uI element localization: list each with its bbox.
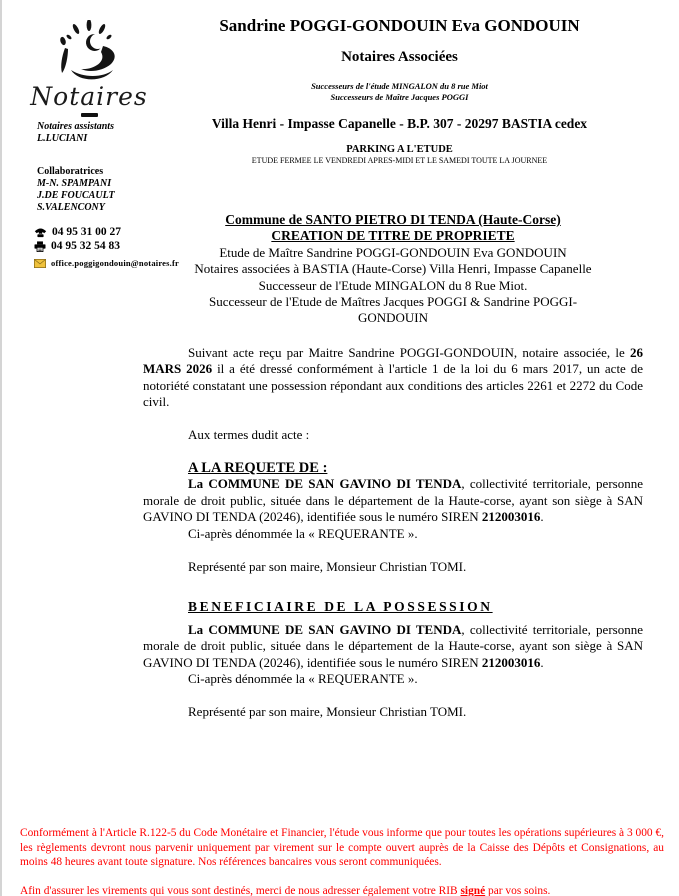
- letterhead: [142, 16, 657, 165]
- collaborators-label: Collaboratrices: [37, 166, 104, 177]
- party-text: .: [540, 509, 544, 525]
- requete-ci-apres: Ci-après dénommée la « REQUERANTE ».: [188, 525, 418, 541]
- phone-row: [34, 226, 121, 238]
- document-body: [143, 212, 643, 721]
- assistant-name: L.LUCIANI: [37, 133, 88, 144]
- beneficiaire-party-paragraph: [143, 622, 643, 671]
- etude-line: GONDOUIN: [357, 310, 429, 326]
- email-address: office.poggigondouin@notaires.fr: [51, 258, 179, 268]
- successor-line: Successeurs de Maître Jacques POGGI: [330, 92, 469, 102]
- notaires-logo: [28, 20, 150, 117]
- heading-beneficiaire: BENEFICIAIRE DE LA POSSESSION: [188, 599, 493, 615]
- intro-text: il a été dressé conformément à l'article 1 de la loi du 6 mars 2017, un acte de notoriété constatant une possession répondant aux conditions des articles 2261 et 2272 du Code civil.: [143, 361, 643, 410]
- footer-text: Afin d'assurer les virements qui vous sont destinés, merci de nous adresser également votre RIB: [20, 884, 461, 896]
- footer-signed-word: signé: [460, 884, 486, 896]
- envelope-icon: [34, 259, 46, 268]
- party-name: La COMMUNE DE SAN GAVINO DI TENDA: [188, 621, 462, 637]
- office-subtitle: Notaires Associées: [341, 49, 458, 65]
- phone-number: 04 95 31 00 27: [52, 226, 121, 238]
- parking-notice: PARKING A L'ETUDE: [346, 144, 453, 155]
- office-title: Sandrine POGGI-GONDOUIN Eva GONDOUIN: [219, 16, 580, 35]
- logo-underline: [81, 113, 98, 117]
- etude-line: Etude de Maître Sandrine POGGI-GONDOUIN Eva GONDOUIN: [219, 244, 567, 260]
- doc-title-creation: CREATION DE TITRE DE PROPRIETE: [271, 228, 515, 244]
- footer-text: par vos soins.: [485, 884, 551, 896]
- beneficiaire-represente: Représenté par son maire, Monsieur Christian TOMI.: [188, 704, 467, 720]
- logo-wordmark: Notaires: [30, 82, 148, 111]
- successor-lines: [142, 81, 657, 103]
- collaborator-name: M-N. SPAMPANI: [37, 178, 112, 189]
- act-date: 26 MARS 2026: [143, 344, 643, 377]
- footer-payment-notice: Conformément à l'Article R.122-5 du Code Monétaire et Financier, l'étude vous informe que pour toutes les opérations supérieures à 3 000 €, les règlements devront nous parvenir uniquement par virement sur le compte ouvert auprès de la Caisse des Dépôts et Consignations, au moins 48 heures avant toute signature. Nos références bancaires vous seront communiquées.: [20, 827, 664, 869]
- phone-icon: [34, 227, 47, 238]
- party-text: .: [540, 654, 544, 670]
- assistants-label: Notaires assistants: [37, 121, 114, 132]
- beneficiaire-ci-apres: Ci-après dénommée la « REQUERANTE ».: [188, 670, 418, 686]
- closed-notice: ETUDE FERMEE LE VENDREDI APRES-MIDI ET LE SAMEDI TOUTE LA JOURNEE: [251, 156, 548, 165]
- etude-line: Successeur de l'Etude MINGALON du 8 Rue Miot.: [258, 277, 528, 293]
- collaborator-name: S.VALENCONY: [37, 202, 105, 213]
- intro-paragraph: [143, 345, 643, 411]
- requete-party-paragraph: [143, 476, 643, 525]
- party-text: , collectivité territoriale, personne morale de droit public, située dans le département de la Haute-corse, ayant son siège à SAN GAVINO DI TENDA (20246), identifiée sous le numéro SIREN: [143, 476, 643, 525]
- fax-row: [34, 240, 120, 252]
- party-text: , collectivité territoriale, personne morale de droit public, située dans le département de la Haute-corse, ayant son siège à SAN GAVINO DI TENDA (20246), identifiée sous le numéro SIREN: [143, 621, 643, 670]
- intro-text: Suivant acte reçu par Maitre Sandrine POGGI-GONDOUIN, notaire associée, le: [188, 344, 630, 360]
- heading-a-la-requete: A LA REQUETE DE :: [188, 459, 328, 476]
- collaborator-name: J.DE FOUCAULT: [37, 190, 115, 201]
- legal-footer: [20, 826, 664, 896]
- office-address: Villa Henri - Impasse Capanelle - B.P. 307 - 20297 BASTIA cedex: [211, 116, 588, 131]
- party-name: La COMMUNE DE SAN GAVINO DI TENDA: [188, 476, 462, 492]
- siren-number: 212003016: [481, 509, 541, 525]
- footer-rib-notice: [20, 884, 664, 896]
- etude-line: Notaires associées à BASTIA (Haute-Corse) Villa Henri, Impasse Capanelle: [194, 261, 592, 277]
- fax-printer-icon: [34, 241, 46, 252]
- doc-title-commune: Commune de SANTO PIETRO DI TENDA (Haute-Corse): [225, 212, 561, 227]
- etude-line: Successeur de l'Etude de Maîtres Jacques POGGI & Sandrine POGGI-: [208, 294, 578, 310]
- siren-number: 212003016: [481, 654, 541, 670]
- fax-number: 04 95 32 54 83: [51, 240, 120, 252]
- successor-line: Successeurs de l'étude MINGALON du 8 rue Miot: [311, 81, 488, 91]
- notaires-logo-icon: [45, 20, 133, 82]
- requete-represente: Représenté par son maire, Monsieur Christian TOMI.: [188, 558, 467, 574]
- collaborators-block: [37, 166, 115, 214]
- aux-termes-line: Aux termes dudit acte :: [188, 427, 310, 443]
- assistants-block: [37, 121, 114, 145]
